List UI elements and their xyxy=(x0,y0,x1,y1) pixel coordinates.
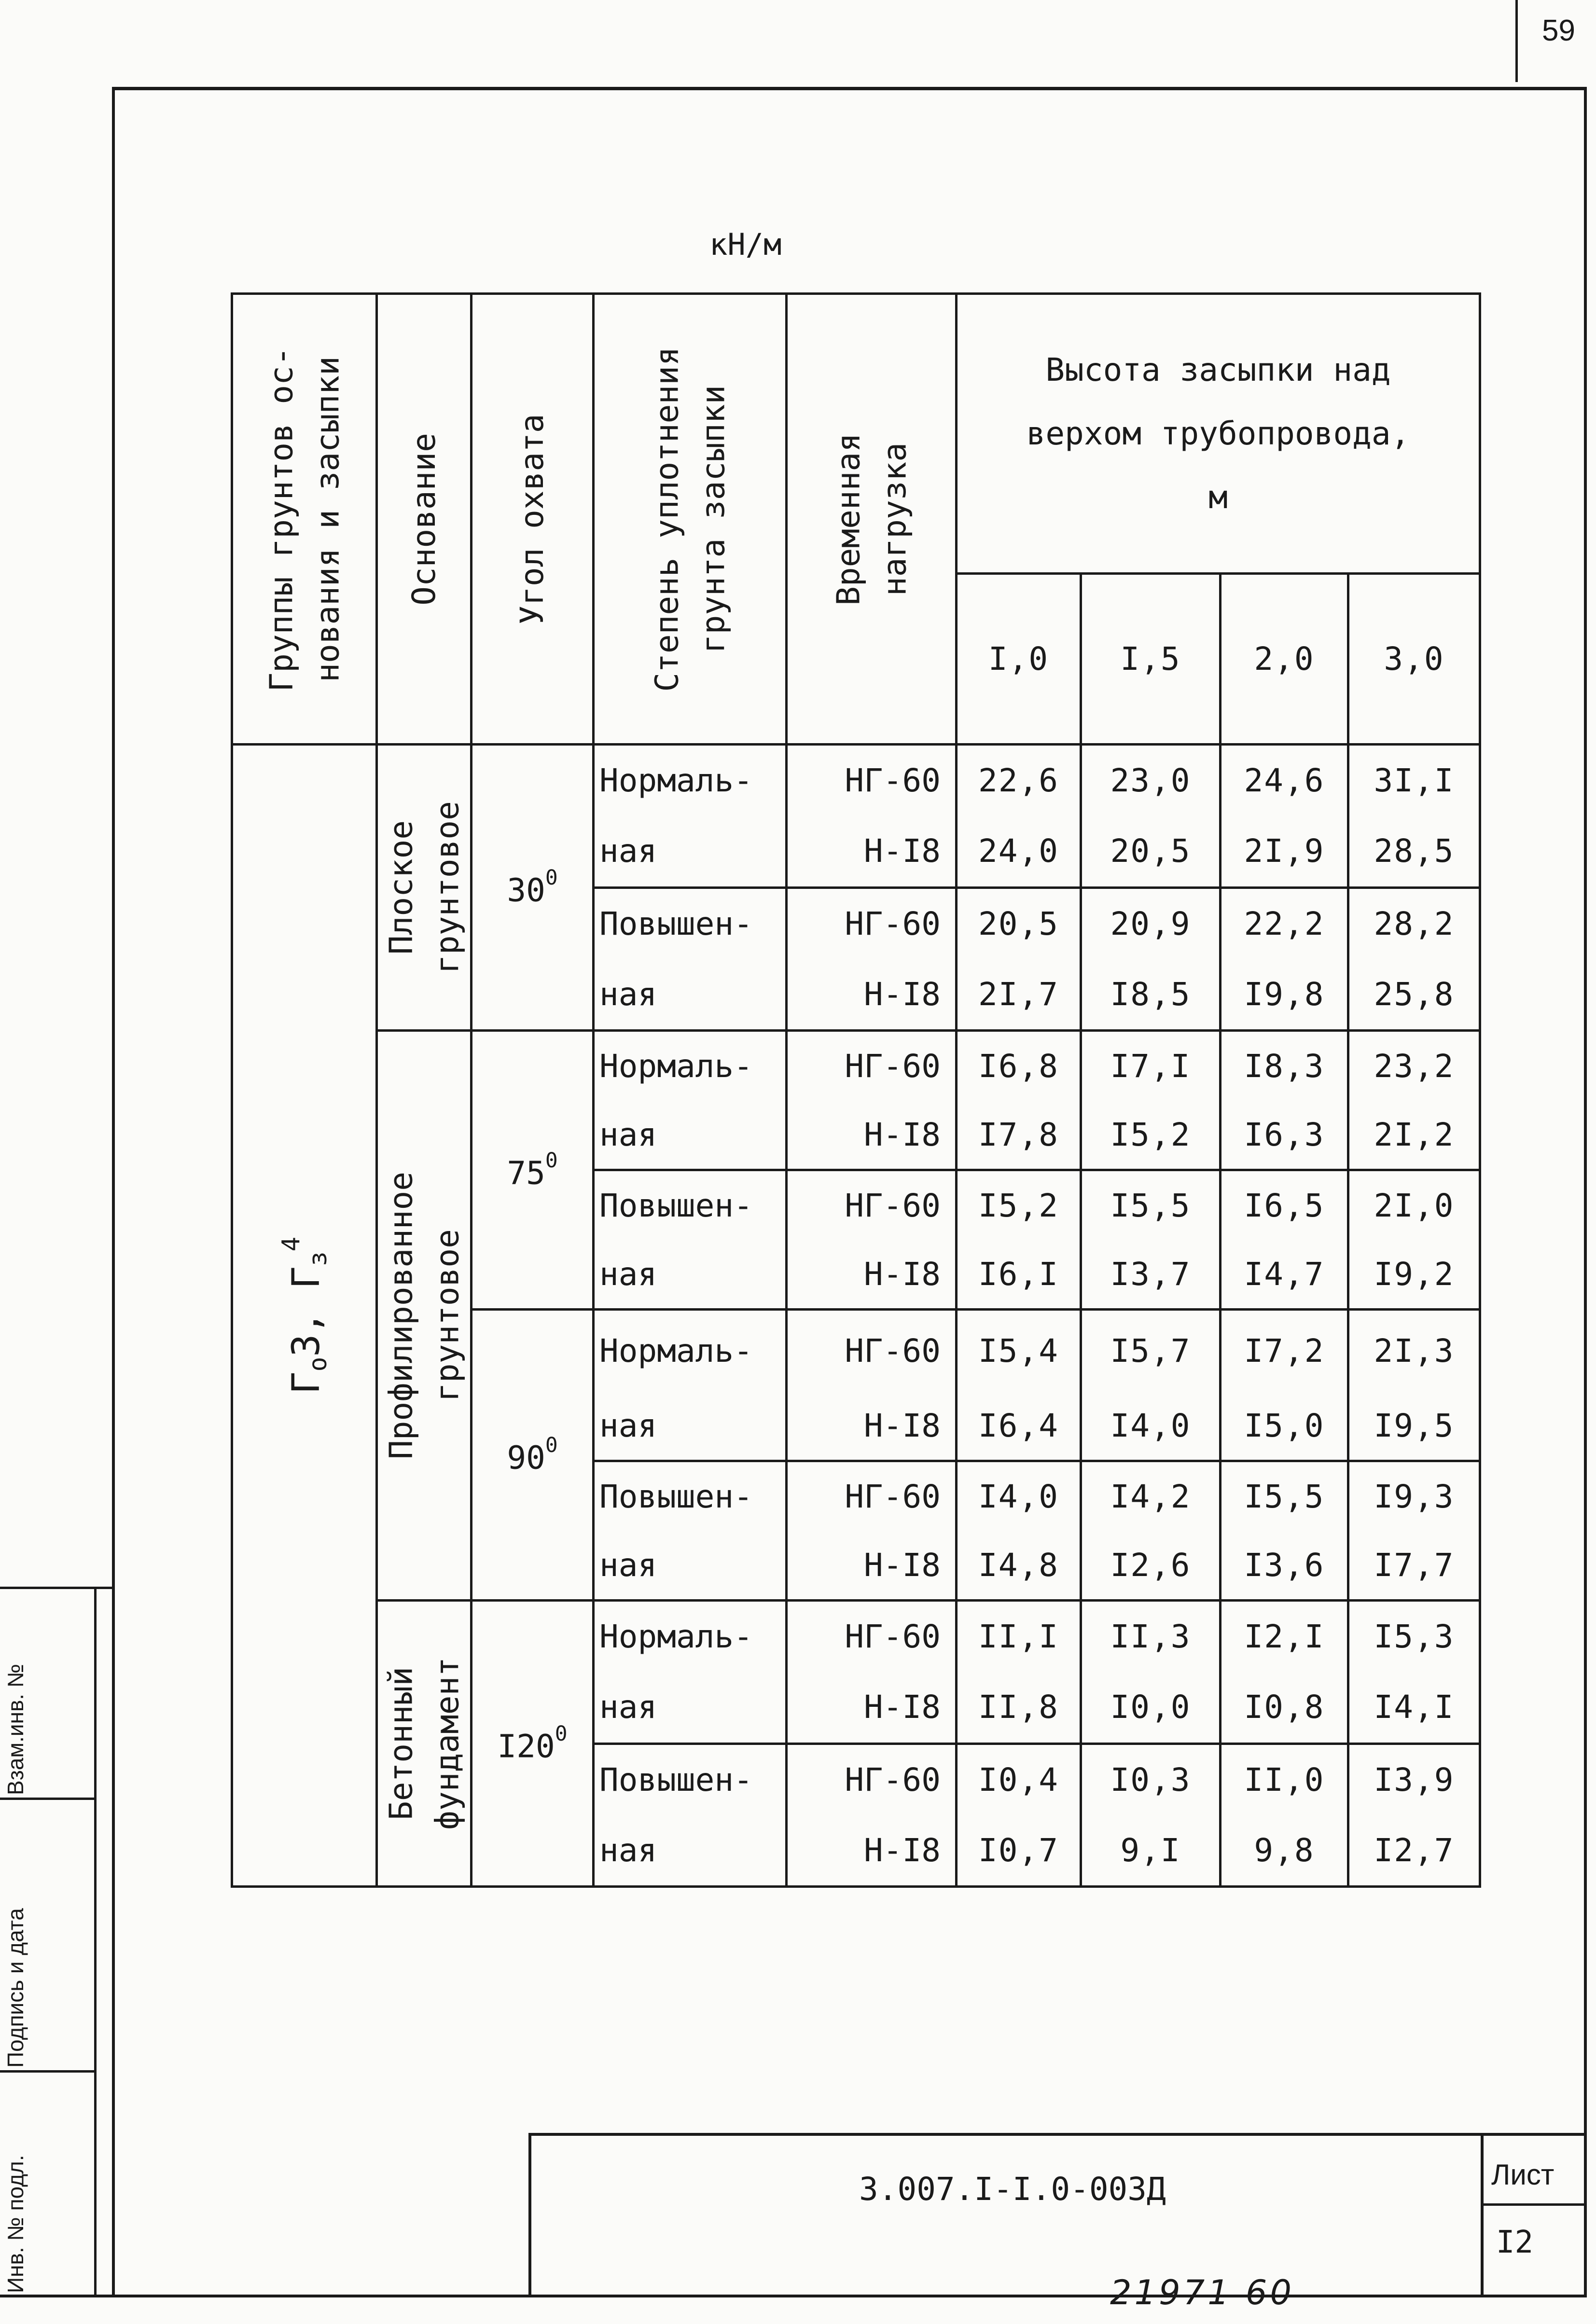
compaction-cell: Нормаль- xyxy=(594,745,787,816)
value-cell-4: I3,9 xyxy=(1348,1743,1480,1815)
header-angle xyxy=(472,294,594,745)
header-height-line-2: верхом трубопровода, xyxy=(1026,415,1410,452)
value-cell-1: II,8 xyxy=(957,1672,1081,1743)
compaction-cell: Нормаль- xyxy=(594,1601,787,1672)
base-cell-3-text xyxy=(378,1657,470,1830)
side-label-signature-date: Подпись и дата xyxy=(3,1908,28,2068)
base-cell-1-line-1: Плоское xyxy=(382,820,419,955)
compaction-cell: ная xyxy=(594,1100,787,1170)
value-cell-1: I6,8 xyxy=(957,1031,1081,1101)
value-cell-1: I5,4 xyxy=(957,1310,1081,1392)
value-cell-3: 9,8 xyxy=(1221,1815,1348,1886)
stamp-left xyxy=(528,2133,531,2297)
side-label-inv-no: Инв. № подл. xyxy=(3,2155,28,2293)
base-cell-2-line-2: грунтовое xyxy=(428,1229,466,1402)
angle-cell xyxy=(472,1031,594,1310)
header-soil-groups-line-2: нования и засыпки xyxy=(308,356,346,682)
compaction-cell: Повышен- xyxy=(594,1170,787,1240)
value-cell-2: I0,3 xyxy=(1081,1743,1221,1815)
header-height-1: I,0 xyxy=(957,574,1081,745)
load-cell: НГ-60 xyxy=(787,1170,957,1240)
value-cell-2: I4,2 xyxy=(1081,1461,1221,1531)
value-cell-1: II,I xyxy=(957,1601,1081,1672)
value-cell-3: I5,5 xyxy=(1221,1461,1348,1531)
stamp-sheet-divider xyxy=(1481,2203,1587,2206)
value-cell-4: 23,2 xyxy=(1348,1031,1480,1101)
value-cell-2: I4,0 xyxy=(1081,1391,1221,1461)
value-cell-2: 23,0 xyxy=(1081,745,1221,816)
soil-group-cell xyxy=(232,745,377,1887)
value-cell-1: 24,0 xyxy=(957,816,1081,887)
value-cell-3: 22,2 xyxy=(1221,887,1348,959)
header-compaction-line-2: грунта засыпки xyxy=(694,385,732,653)
value-cell-4: 2I,0 xyxy=(1348,1170,1480,1240)
compaction-cell: Нормаль- xyxy=(594,1031,787,1101)
compaction-cell: ная xyxy=(594,1815,787,1886)
header-compaction-text xyxy=(644,346,736,692)
header-load xyxy=(787,294,957,745)
load-cell: Н-I8 xyxy=(787,1672,957,1743)
table-row xyxy=(232,1031,1480,1101)
compaction-cell: Нормаль- xyxy=(594,1310,787,1392)
angle-degree: 0 xyxy=(545,866,558,890)
document-code: 3.007.I-I.0-003Д xyxy=(859,2171,1166,2208)
value-cell-3: I6,3 xyxy=(1221,1100,1348,1170)
value-cell-4: I4,I xyxy=(1348,1672,1480,1743)
value-cell-4: 2I,2 xyxy=(1348,1100,1480,1170)
value-cell-4: 25,8 xyxy=(1348,959,1480,1030)
side-label-replace-inv: Взам.инв. № xyxy=(3,1663,28,1795)
side-stamp-right xyxy=(94,1587,97,2296)
angle-value: I20 xyxy=(497,1728,555,1765)
value-cell-1: 2I,7 xyxy=(957,959,1081,1030)
soil-group-part-6: з xyxy=(303,1251,332,1266)
value-cell-1: I4,8 xyxy=(957,1531,1081,1601)
compaction-cell: Повышен- xyxy=(594,1743,787,1815)
frame-right xyxy=(1584,87,1587,2297)
soil-group-part-4: , xyxy=(284,1288,328,1334)
archive-number: 21971 60 xyxy=(1110,2273,1295,2312)
value-cell-3: I4,7 xyxy=(1221,1240,1348,1310)
page-number-divider xyxy=(1515,0,1518,82)
load-cell: Н-I8 xyxy=(787,1531,957,1601)
compaction-cell: ная xyxy=(594,1531,787,1601)
frame-bottom xyxy=(0,2295,1587,2297)
value-cell-2: I7,I xyxy=(1081,1031,1221,1101)
header-height-3: 2,0 xyxy=(1221,574,1348,745)
value-cell-2: I5,7 xyxy=(1081,1310,1221,1392)
header-base xyxy=(377,294,472,745)
header-load-line-2: нагрузка xyxy=(875,442,913,596)
frame-left xyxy=(112,87,115,2297)
load-cell: Н-I8 xyxy=(787,1391,957,1461)
angle-value: 75 xyxy=(507,1154,545,1192)
compaction-cell: Повышен- xyxy=(594,1461,787,1531)
header-base-text: Основание xyxy=(405,432,443,606)
value-cell-3: 24,6 xyxy=(1221,745,1348,816)
value-cell-4: 2I,3 xyxy=(1348,1310,1480,1392)
base-cell-2-text xyxy=(378,1172,470,1459)
angle-cell xyxy=(472,745,594,1031)
value-cell-1: 20,5 xyxy=(957,887,1081,959)
value-cell-4: I9,2 xyxy=(1348,1240,1480,1310)
value-cell-3: I8,3 xyxy=(1221,1031,1348,1101)
angle-degree: 0 xyxy=(545,1433,558,1458)
header-compaction xyxy=(594,294,787,745)
value-cell-3: 2I,9 xyxy=(1221,816,1348,887)
value-cell-2: 20,5 xyxy=(1081,816,1221,887)
value-cell-4: I9,3 xyxy=(1348,1461,1480,1531)
header-load-line-1: Временная xyxy=(829,432,867,606)
value-cell-1: I0,4 xyxy=(957,1743,1081,1815)
compaction-cell: Повышен- xyxy=(594,887,787,959)
value-cell-3: I9,8 xyxy=(1221,959,1348,1030)
load-cell: Н-I8 xyxy=(787,959,957,1030)
soil-group-part-5: Г xyxy=(284,1266,328,1289)
value-cell-3: I7,2 xyxy=(1221,1310,1348,1392)
side-stamp-top xyxy=(0,1587,115,1589)
table-row xyxy=(232,1601,1480,1672)
compaction-cell: ная xyxy=(594,1240,787,1310)
load-cell: Н-I8 xyxy=(787,1240,957,1310)
load-cell: НГ-60 xyxy=(787,887,957,959)
value-cell-4: I2,7 xyxy=(1348,1815,1480,1886)
header-height xyxy=(957,294,1480,574)
angle-degree: 0 xyxy=(545,1148,558,1173)
soil-group-part-1: Г xyxy=(284,1371,328,1395)
header-soil-groups-line-1: Группы грунтов ос- xyxy=(262,346,300,692)
value-cell-1: I6,I xyxy=(957,1240,1081,1310)
value-cell-1: I7,8 xyxy=(957,1100,1081,1170)
load-table xyxy=(231,292,1481,1888)
side-stamp-div-2 xyxy=(0,2070,97,2073)
value-cell-3: II,0 xyxy=(1221,1743,1348,1815)
angle-cell xyxy=(472,1310,594,1601)
header-height-4: 3,0 xyxy=(1348,574,1480,745)
header-height-line-1: Высота засыпки над xyxy=(1045,351,1391,388)
load-cell: НГ-60 xyxy=(787,1310,957,1392)
angle-value: 90 xyxy=(507,1439,545,1477)
value-cell-3: I6,5 xyxy=(1221,1170,1348,1240)
header-load-text xyxy=(825,433,917,606)
value-cell-2: 9,I xyxy=(1081,1815,1221,1886)
compaction-cell: ная xyxy=(594,816,787,887)
soil-group-label xyxy=(273,1237,335,1394)
value-cell-4: I7,7 xyxy=(1348,1531,1480,1601)
stamp-top xyxy=(528,2133,1585,2136)
side-stamp-div-1 xyxy=(0,1798,97,1800)
value-cell-2: I3,7 xyxy=(1081,1240,1221,1310)
soil-group-part-7: 4 xyxy=(276,1236,305,1252)
load-cell: НГ-60 xyxy=(787,1743,957,1815)
frame-top xyxy=(112,87,1586,90)
base-cell-1-text xyxy=(378,801,470,974)
value-cell-3: I2,I xyxy=(1221,1601,1348,1672)
base-cell-1 xyxy=(377,745,472,1031)
angle-cell xyxy=(472,1601,594,1887)
header-height-2: I,5 xyxy=(1081,574,1221,745)
table-row xyxy=(232,745,1480,816)
value-cell-2: I2,6 xyxy=(1081,1531,1221,1601)
base-cell-2-line-1: Профилированное xyxy=(382,1171,419,1460)
soil-group-part-3: 3 xyxy=(284,1334,328,1357)
value-cell-1: I0,7 xyxy=(957,1815,1081,1886)
value-cell-3: I3,6 xyxy=(1221,1531,1348,1601)
page-number: 59 xyxy=(1542,14,1575,47)
base-cell-3-line-1: Бетонный xyxy=(382,1667,419,1820)
load-cell: НГ-60 xyxy=(787,745,957,816)
value-cell-4: 28,2 xyxy=(1348,887,1480,959)
load-cell: Н-I8 xyxy=(787,816,957,887)
header-soil-groups xyxy=(232,294,377,745)
value-cell-2: II,3 xyxy=(1081,1601,1221,1672)
load-cell: Н-I8 xyxy=(787,1815,957,1886)
compaction-cell: ная xyxy=(594,1672,787,1743)
header-height-line-3: м xyxy=(1208,478,1228,516)
load-cell: НГ-60 xyxy=(787,1461,957,1531)
value-cell-3: I5,0 xyxy=(1221,1391,1348,1461)
compaction-cell: ная xyxy=(594,959,787,1030)
value-cell-1: I4,0 xyxy=(957,1461,1081,1531)
value-cell-2: I5,5 xyxy=(1081,1170,1221,1240)
compaction-cell: ная xyxy=(594,1391,787,1461)
value-cell-3: I0,8 xyxy=(1221,1672,1348,1743)
angle-degree: 0 xyxy=(555,1722,568,1746)
base-cell-3 xyxy=(377,1601,472,1887)
header-angle-text: Угол охвата xyxy=(513,413,551,625)
value-cell-1: I5,2 xyxy=(957,1170,1081,1240)
value-cell-4: 28,5 xyxy=(1348,816,1480,887)
value-cell-4: 3I,I xyxy=(1348,745,1480,816)
sheet-label: Лист xyxy=(1491,2158,1554,2191)
value-cell-1: 22,6 xyxy=(957,745,1081,816)
header-compaction-line-1: Степень уплотнения xyxy=(648,346,685,692)
load-cell: НГ-60 xyxy=(787,1031,957,1101)
value-cell-1: I6,4 xyxy=(957,1391,1081,1461)
value-cell-4: I5,3 xyxy=(1348,1601,1480,1672)
value-cell-2: I0,0 xyxy=(1081,1672,1221,1743)
base-cell-1-line-2: грунтовое xyxy=(428,801,466,974)
value-cell-2: I5,2 xyxy=(1081,1100,1221,1170)
base-cell-3-line-2: фундамент xyxy=(428,1657,466,1830)
load-cell: Н-I8 xyxy=(787,1100,957,1170)
value-cell-2: I8,5 xyxy=(1081,959,1221,1030)
base-cell-2 xyxy=(377,1031,472,1601)
load-cell: НГ-60 xyxy=(787,1601,957,1672)
value-cell-4: I9,5 xyxy=(1348,1391,1480,1461)
value-cell-2: 20,9 xyxy=(1081,887,1221,959)
soil-group-part-2: о xyxy=(303,1356,332,1372)
header-soil-groups-text xyxy=(258,346,350,692)
angle-value: 30 xyxy=(507,872,545,909)
stamp-sheet-left xyxy=(1481,2133,1484,2297)
sheet-number: I2 xyxy=(1496,2225,1534,2260)
unit-label: кН/м xyxy=(709,227,782,262)
